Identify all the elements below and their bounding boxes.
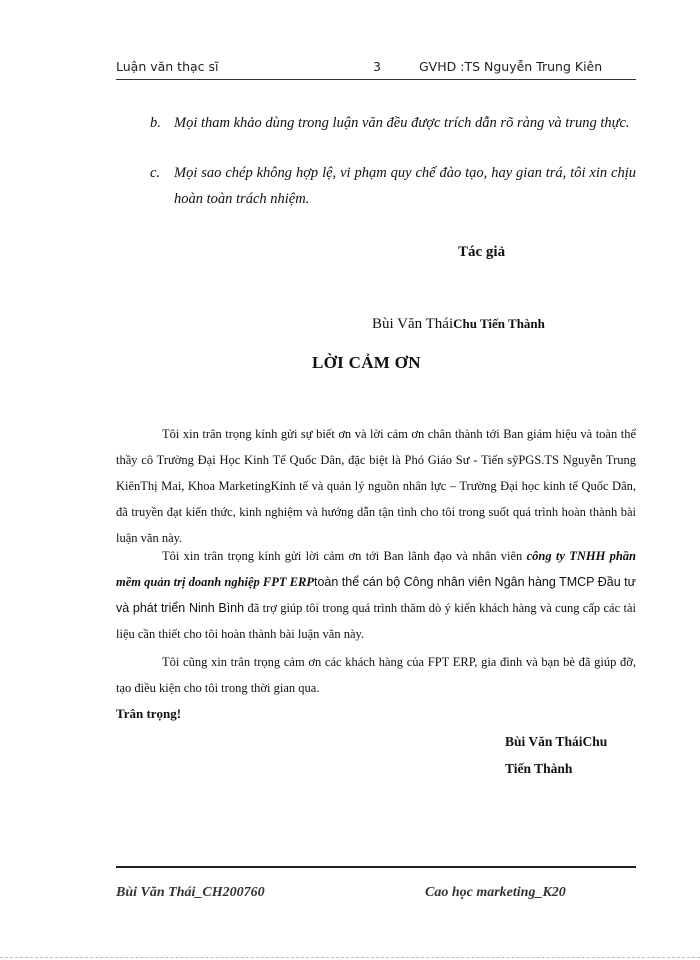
acknowledgement-paragraph-2 [116, 543, 636, 647]
list-marker: c. [150, 165, 161, 181]
list-marker: b. [150, 115, 161, 131]
footer-student-id: Bùi Văn Thái_CH200760 [116, 885, 265, 900]
paragraph-2-end: đã trợ giúp tôi trong quá trình thăm dò ý kiến khách hàng và cung cấp các tài liệu cần thiết cho tôi hoàn thành bài luận văn này. [116, 601, 636, 641]
author-name-secondary: Chu Tiến Thành [453, 316, 545, 331]
page-number: 3 [373, 59, 381, 74]
author-label: Tác giả [458, 244, 506, 260]
header-advisor: GVHD :TS Nguyễn Trung Kiên [419, 59, 603, 74]
section-title: LỜI CẢM ƠN [312, 353, 421, 372]
author-name-primary: Bùi Văn Thái [372, 316, 454, 332]
author-name [372, 316, 545, 333]
page-break-line [0, 957, 700, 958]
acknowledgement-paragraph-1: Tôi xin trân trọng kính gửi sự biết ơn và lời cảm ơn chân thành tới Ban giám hiệu và toàn thể thầy cô Trường Đại Học Kinh Tế Quốc Dân, đặc biệt là Phó Giáo Sư - Tiến sỹPGS.TS Nguyễn Trung KiênThị Mai, Khoa MarketingKinh tế và quản lý nguồn nhân lực – Trường Đại học kinh tế Quốc Dân, đã truyền đạt kiến thức, kinh nghiệm và hướng dẫn tận tình cho tôi trong suốt quá trình hoàn thành bài luận văn này. [116, 427, 636, 545]
header-divider [116, 79, 636, 80]
company-name: công ty TNHH phần mềm quản trị doanh nghiệp FPT ERP [116, 549, 636, 589]
paragraph-2-bank: toàn thể cán bộ Công nhân viên Ngân hàng TMCP Đầu tư và phát triển Ninh Bình [116, 575, 636, 615]
acknowledgement-paragraph-3: Tôi cũng xin trân trọng cảm ơn các khách hàng của FPT ERP, gia đình và bạn bè đã giúp đỡ, tạo điều kiện cho tôi trong thời gian qua. [116, 655, 636, 695]
commitment-text: Mọi sao chép không hợp lệ, vi phạm quy chế đào tạo, hay gian trá, tôi xin chịu hoàn toàn trách nhiệm. [174, 165, 636, 207]
commitment-text: Mọi tham khảo dùng trong luận văn đều được trích dẫn rõ ràng và trung thực. [174, 115, 630, 131]
paragraph-2-start: Tôi xin trân trọng kính gửi lời cảm ơn tới Ban lãnh đạo và nhân viên [162, 549, 527, 563]
commitment-item-b [150, 110, 636, 136]
closing-salutation: Trân trọng! [116, 706, 182, 721]
header-thesis-type: Luận văn thạc sĩ [116, 59, 219, 74]
footer-divider [116, 866, 636, 868]
signature-line-2: Tiến Thành [505, 761, 573, 776]
page-header [116, 56, 636, 78]
signature-line-1: Bùi Văn TháiChu [505, 734, 608, 749]
footer-program: Cao học marketing_K20 [425, 885, 566, 900]
commitment-item-c [150, 160, 636, 212]
